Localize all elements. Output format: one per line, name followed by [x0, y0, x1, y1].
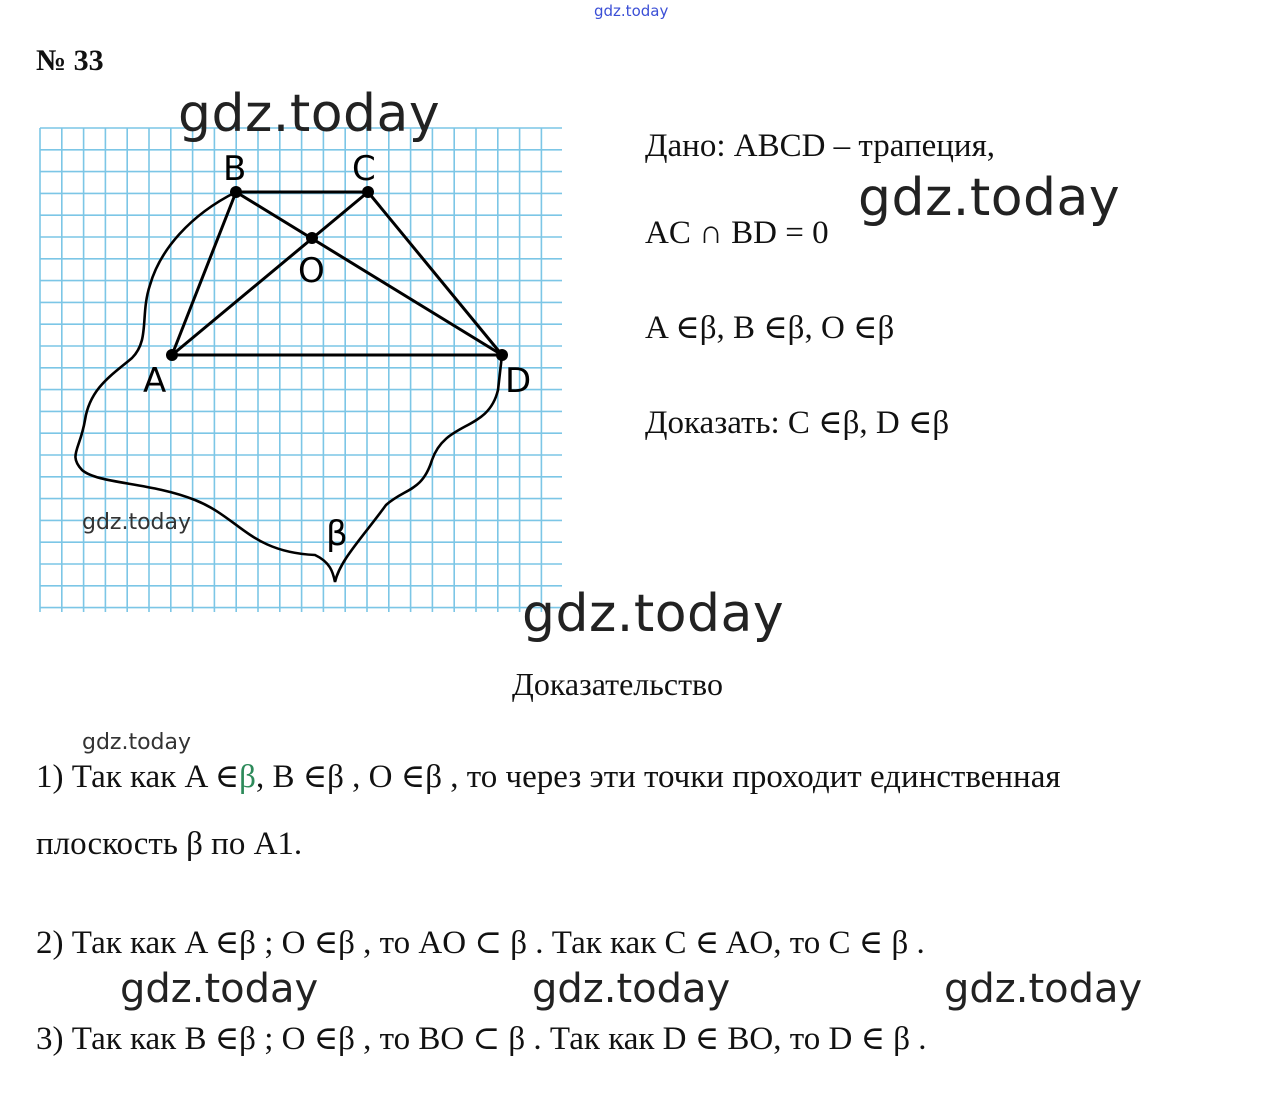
step-1-text-b: , B ∈β , O ∈β , то через эти точки проходит единственная	[255, 759, 1061, 795]
step-1-beta: β	[239, 759, 256, 795]
point-o	[306, 232, 318, 244]
problem-number: № 33	[36, 44, 104, 77]
label-c: C	[352, 149, 376, 189]
watermark-bottom-left: gdz.today	[120, 966, 319, 1012]
label-a: A	[143, 361, 167, 401]
watermark-top: gdz.today	[594, 2, 669, 20]
watermark-solution: gdz.today	[82, 730, 192, 755]
watermark-bottom-right: gdz.today	[944, 966, 1143, 1012]
diagonal-bd	[236, 192, 502, 355]
watermark-given: gdz.today	[858, 168, 1121, 228]
step-2: 2) Так как A ∈β ; O ∈β , то AO ⊂ β . Так как C ∈ AO, то C ∈ β .	[36, 925, 925, 961]
step-1-text-a: 1) Так как A ∈	[36, 759, 240, 795]
given-line-2: AC ∩ BD = 0	[645, 215, 829, 251]
step-1-line-1	[36, 756, 1061, 796]
prove-line: Доказать: C ∈β, D ∈β	[645, 405, 950, 441]
label-plane-beta: β	[326, 514, 348, 554]
step-1-line-2: плоскость β по A1.	[36, 826, 303, 862]
diagonal-ac	[172, 192, 368, 355]
label-d: D	[505, 361, 532, 401]
point-d	[496, 349, 508, 361]
given-line-1: Дано: ABCD – трапеция,	[645, 128, 996, 164]
watermark-figure: gdz.today	[178, 84, 441, 144]
watermark-figure-small: gdz.today	[82, 510, 192, 535]
point-a	[166, 349, 178, 361]
watermark-center: gdz.today	[522, 584, 785, 644]
watermark-bottom-center: gdz.today	[532, 966, 731, 1012]
trapezoid	[172, 192, 502, 355]
label-o: O	[298, 251, 325, 291]
proof-heading: Доказательство	[512, 666, 723, 702]
step-3: 3) Так как B ∈β ; O ∈β , то BO ⊂ β . Так как D ∈ BO, то D ∈ β .	[36, 1021, 927, 1057]
segment-ab	[172, 192, 236, 355]
given-line-3: A ∈β, B ∈β, O ∈β	[645, 310, 895, 346]
label-b: B	[223, 149, 247, 189]
